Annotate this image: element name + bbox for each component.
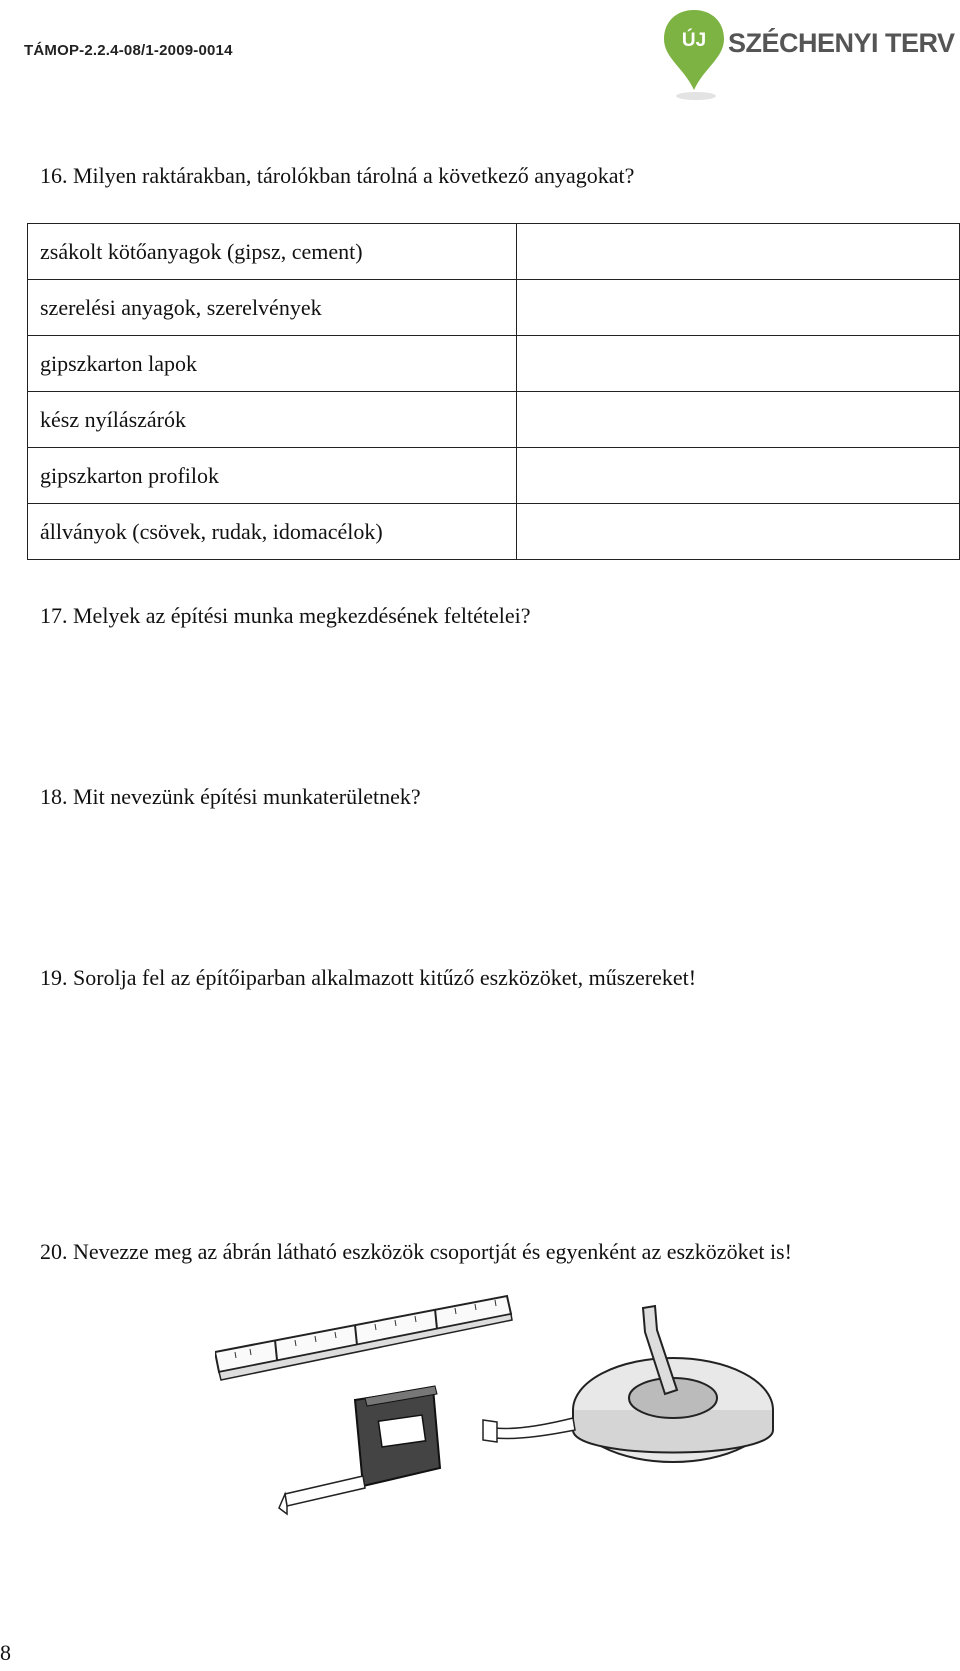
answer-cell[interactable] <box>517 392 960 448</box>
answer-cell[interactable] <box>517 224 960 280</box>
answer-cell[interactable] <box>517 280 960 336</box>
question-19: 19. Sorolja fel az építőiparban alkalmazott kitűző eszközöket, műszereket! <box>40 965 697 990</box>
material-cell: kész nyílászárók <box>28 392 517 448</box>
table-row <box>28 336 960 392</box>
material-cell: gipszkarton lapok <box>28 336 517 392</box>
storage-table <box>27 223 960 560</box>
material-cell: állványok (csövek, rudak, idomacélok) <box>28 504 517 560</box>
logo-brand-text: SZÉCHENYI TERV <box>728 28 955 58</box>
material-cell: gipszkarton profilok <box>28 448 517 504</box>
material-cell: szerelési anyagok, szerelvények <box>28 280 517 336</box>
folding-ruler-image <box>215 1296 512 1380</box>
szechenyi-terv-logo <box>662 6 955 106</box>
logo-new-text: ÚJ <box>681 30 707 51</box>
question-16: 16. Milyen raktárakban, tárolókban tárolná a következő anyagokat? <box>40 163 635 188</box>
project-code: TÁMOP-2.2.4-08/1-2009-0014 <box>24 42 233 59</box>
table-row <box>28 392 960 448</box>
material-cell: zsákolt kötőanyagok (gipsz, cement) <box>28 224 517 280</box>
pocket-tape-measure-image <box>279 1386 440 1514</box>
answer-cell[interactable] <box>517 448 960 504</box>
table-row <box>28 504 960 560</box>
table-row <box>28 224 960 280</box>
question-18: 18. Mit nevezünk építési munkaterületnek? <box>40 784 421 809</box>
table-row <box>28 280 960 336</box>
page-number: 8 <box>0 1640 11 1665</box>
answer-cell[interactable] <box>517 504 960 560</box>
table-row <box>28 448 960 504</box>
measuring-tools-figure <box>215 1290 835 1560</box>
reel-tape-measure-image <box>483 1306 773 1462</box>
question-20: 20. Nevezze meg az ábrán látható eszközök csoportját és egyenként az eszközöket is! <box>40 1239 792 1264</box>
question-17: 17. Melyek az építési munka megkezdésének feltételei? <box>40 603 531 628</box>
answer-cell[interactable] <box>517 336 960 392</box>
